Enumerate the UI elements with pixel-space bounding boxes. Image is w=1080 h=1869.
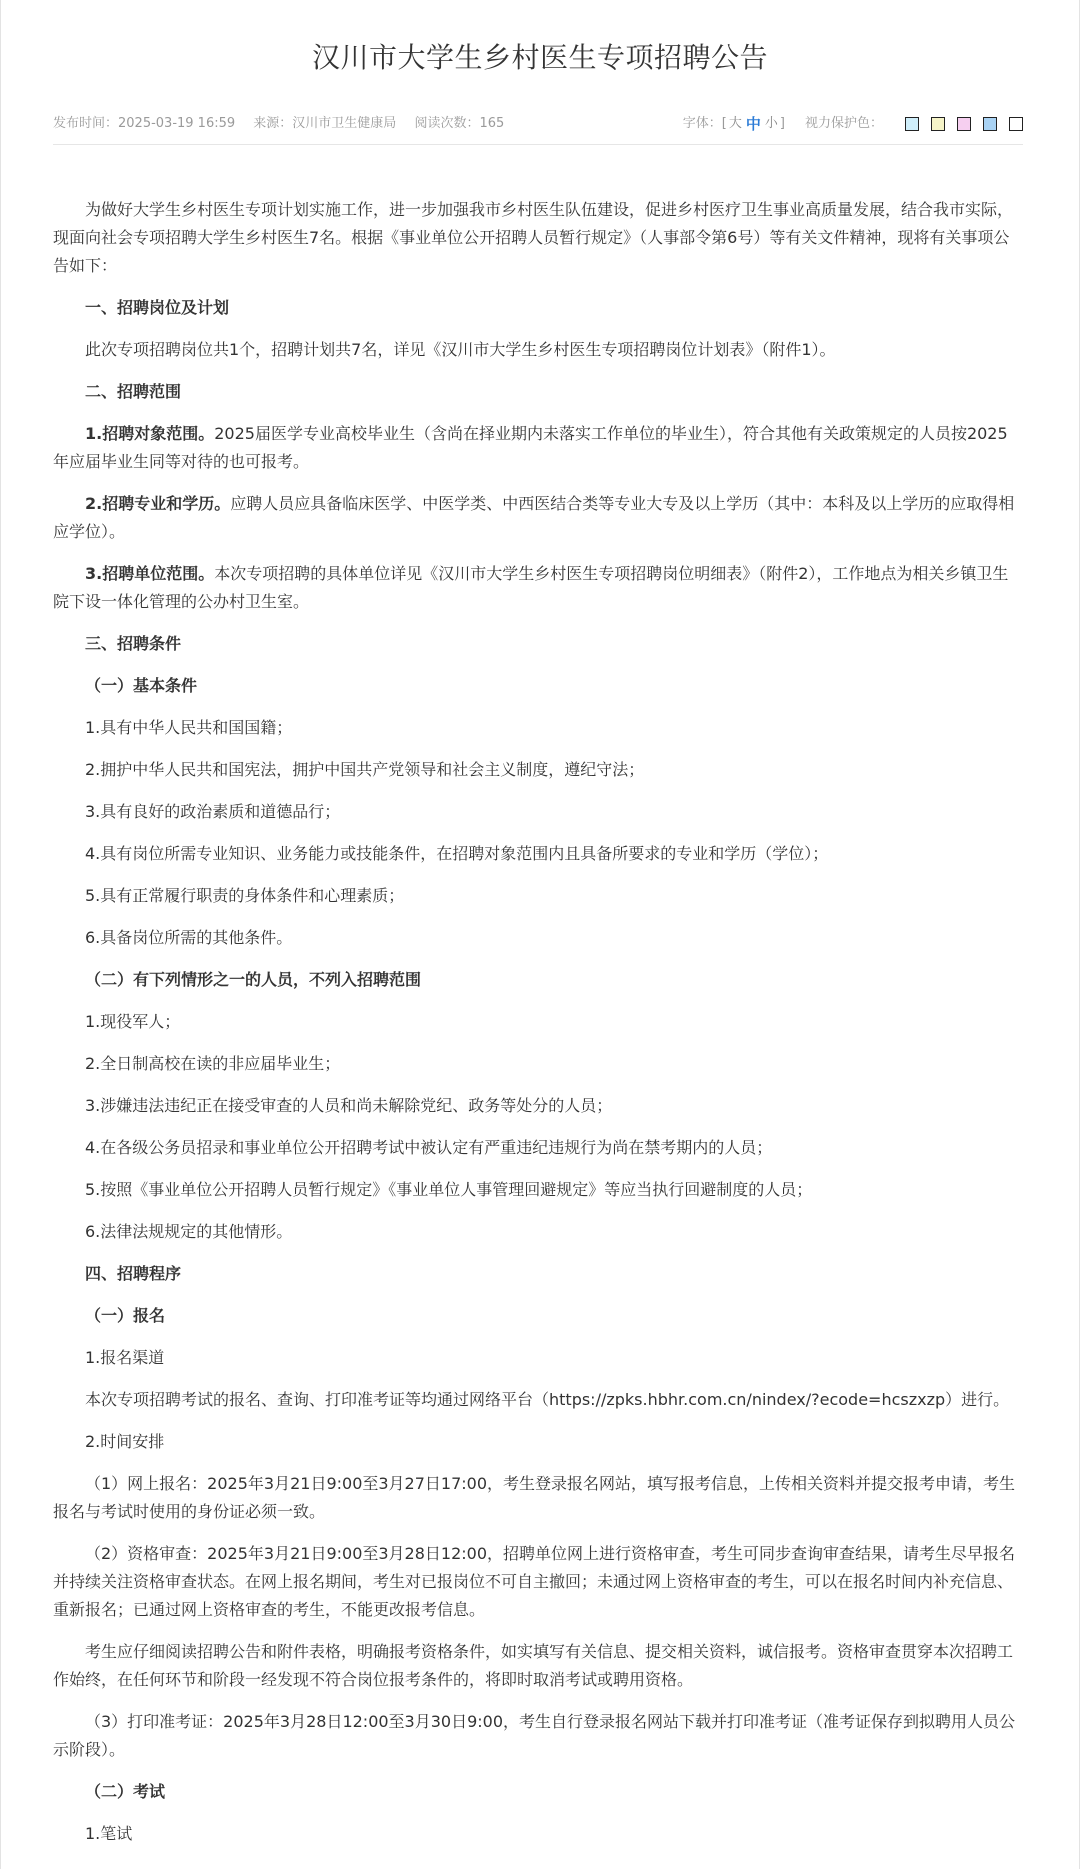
eye-color-swatch-blue[interactable] — [983, 117, 997, 131]
view-count: 阅读次数：165 — [414, 116, 505, 131]
font-size-open-bracket: [ — [721, 116, 727, 131]
subsection-heading: （二）有下列情形之一的人员，不列入招聘范围 — [85, 970, 422, 989]
body-paragraph: 此次专项招聘岗位共1个，招聘计划共7名，详见《汉川市大学生乡村医生专项招聘岗位计划表》（附件1）。 — [85, 340, 836, 359]
body-paragraph: 本次专项招聘考试的报名、查询、打印准考证等均通过网络平台（https://zpks.hbhr.com.cn/nindex/?ecode=hcszxzp）进行。 — [85, 1390, 1010, 1409]
publish-time: 发布时间：2025-03-19 16:59 — [53, 116, 236, 131]
intro-paragraph: 为做好大学生乡村医生专项计划实施工作，进一步加强我市乡村医生队伍建设，促进乡村医疗卫生事业高质量发展，结合我市实际，现面向社会专项招聘大学生乡村医生7名。根据《事业单位公开招聘人员暂行规定》（人事部令第6号）等有关文件精神，现将有关事项公告如下： — [53, 200, 1014, 275]
paragraph-lead: 1.招聘对象范围。 — [85, 424, 215, 443]
list-item: 5.按照《事业单位公开招聘人员暂行规定》《事业单位人事管理回避规定》等应当执行回避制度的人员； — [85, 1180, 813, 1199]
eye-color-swatch-yellow[interactable] — [931, 117, 945, 131]
list-item: 2.全日制高校在读的非应届毕业生； — [85, 1054, 341, 1073]
eye-color-swatch-white[interactable] — [1009, 117, 1023, 131]
list-item: 4.在各级公务员招录和事业单位公开招聘考试中被认定有严重违纪违规行为尚在禁考期内的人员； — [85, 1138, 773, 1157]
list-item: 1.具有中华人民共和国国籍； — [85, 718, 293, 737]
body-paragraph: 考生应仔细阅读招聘公告和附件表格，明确报考资格条件，如实填写有关信息、提交相关资料，诚信报考。资格审查贯穿本次招聘工作始终，在任何环节和阶段一经发现不符合岗位报考条件的，将即时取消考试或聘用资格。 — [53, 1642, 1014, 1689]
paragraph-lead: 2.招聘专业和学历。 — [85, 494, 231, 513]
article-body — [53, 196, 1023, 1862]
list-item: 3.涉嫌违法违纪正在接受审查的人员和尚未解除党纪、政务等处分的人员； — [85, 1096, 613, 1115]
font-size-large-button[interactable]: 大 — [728, 116, 742, 131]
list-item: 1.现役军人； — [85, 1012, 181, 1031]
section-heading: 二、招聘范围 — [85, 382, 182, 401]
section-heading: 一、招聘岗位及计划 — [85, 298, 230, 317]
eye-protection-label: 视力保护色： — [804, 116, 883, 131]
paragraph-text: 应聘人员应具备临床医学、中医学类、中西医结合类等专业大专及以上学历（其中：本科及以上学历的应取得相应学位）。 — [53, 494, 1015, 541]
subsection-heading: （一）基本条件 — [85, 676, 198, 695]
font-size-close-bracket: ] — [779, 116, 785, 131]
list-item: 2.拥护中华人民共和国宪法，拥护中国共产党领导和社会主义制度，遵纪守法； — [85, 760, 645, 779]
subsection-heading: （一）报名 — [85, 1306, 166, 1325]
paragraph-text: 2025届医学专业高校毕业生（含尚在择业期内未落实工作单位的毕业生），符合其他有关政策规定的人员按2025年应届毕业生同等对待的也可报考。 — [53, 424, 1008, 471]
body-paragraph — [53, 490, 1023, 546]
article-meta-info — [53, 114, 518, 134]
paragraph-lead: 3.招聘单位范围。 — [85, 564, 215, 583]
body-paragraph: （2）资格审查：2025年3月21日9:00至3月28日12:00，招聘单位网上进行资格审查，考生可同步查询审查结果，请考生尽早报名并持续关注资格审查状态。在网上报名期间，考生对已报岗位不可自主撤回；未通过网上资格审查的考生，可以在报名时间内补充信息、重新报名；已通过网上资格审查的考生，不能更改报考信息。 — [53, 1544, 1016, 1619]
article-title: 汉川市大学生乡村医生专项招聘公告 — [311, 41, 768, 74]
article-meta-bar — [53, 114, 1023, 145]
article-source: 来源：汉川市卫生健康局 — [253, 116, 397, 131]
list-item: 6.法律法规规定的其他情形。 — [85, 1222, 293, 1241]
subsection-heading: （二）考试 — [85, 1782, 166, 1801]
body-paragraph: （1）网上报名：2025年3月21日9:00至3月27日17:00，考生登录报名网站，填写报考信息，上传相关资料并提交报考申请，考生报名与考试时使用的身份证必须一致。 — [53, 1474, 1016, 1521]
page-border-left — [0, 0, 1, 1869]
font-size-small-button[interactable]: 小 — [764, 116, 778, 131]
list-item: 4.具有岗位所需专业知识、业务能力或技能条件，在招聘对象范围内且具备所要求的专业和学历（学位）； — [85, 844, 829, 863]
reading-tools — [683, 114, 1023, 134]
eye-color-swatch-cyan[interactable] — [905, 117, 919, 131]
section-heading: 四、招聘程序 — [85, 1264, 182, 1283]
item-heading: 2.时间安排 — [85, 1432, 165, 1451]
list-item: 3.具有良好的政治素质和道德品行； — [85, 802, 341, 821]
paragraph-text: 本次专项招聘的具体单位详见《汉川市大学生乡村医生专项招聘岗位明细表》（附件2），工作地点为相关乡镇卫生院下设一体化管理的公办村卫生室。 — [53, 564, 1009, 611]
item-heading: 1.笔试 — [85, 1824, 133, 1843]
section-heading: 三、招聘条件 — [85, 634, 182, 653]
item-heading: 1.报名渠道 — [85, 1348, 165, 1367]
font-size-medium-button[interactable]: 中 — [745, 115, 761, 133]
list-item: 6.具备岗位所需的其他条件。 — [85, 928, 293, 947]
body-paragraph — [53, 560, 1023, 616]
list-item: 5.具有正常履行职责的身体条件和心理素质； — [85, 886, 405, 905]
eye-color-swatch-pink[interactable] — [957, 117, 971, 131]
font-size-label: 字体： — [682, 116, 722, 131]
body-paragraph — [53, 420, 1023, 476]
body-paragraph: （3）打印准考证：2025年3月28日12:00至3月30日9:00，考生自行登录报名网站下载并打印准考证（准考证保存到拟聘用人员公示阶段）。 — [53, 1712, 1016, 1759]
